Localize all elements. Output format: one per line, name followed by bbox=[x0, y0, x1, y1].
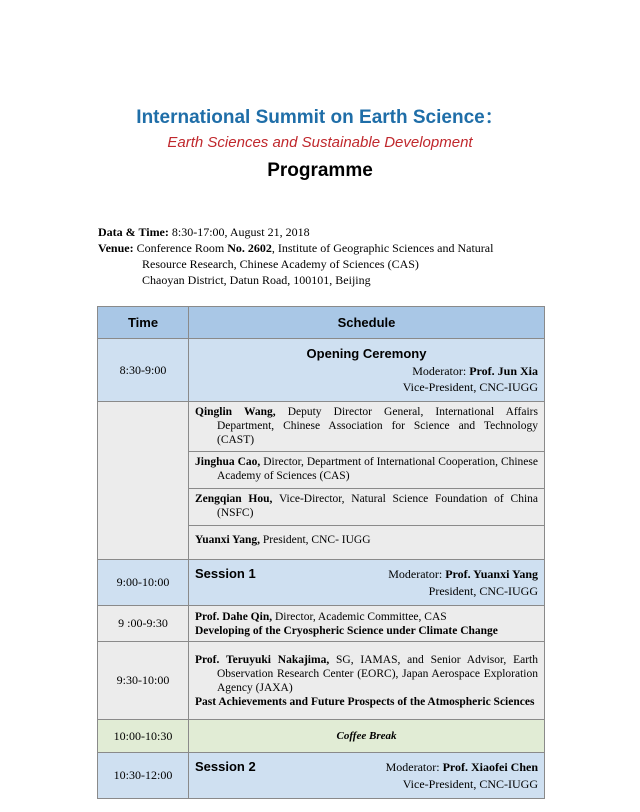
speakers-row bbox=[98, 402, 545, 560]
talk-2-speaker: Prof. Teruyuki Nakajima, bbox=[195, 653, 330, 666]
page-title: International Summit on Earth Science： bbox=[136, 107, 504, 128]
coffee-break-time: 10:00-10:30 bbox=[98, 720, 189, 753]
speaker-item: Yuanxi Yang, President, CNC- IUGG bbox=[195, 534, 371, 546]
talk-1-row bbox=[98, 606, 545, 642]
speaker-item: Zengqian Hou, Vice-Director, Natural Science Foundation of China (NSFC) bbox=[189, 489, 544, 526]
session-2-row bbox=[98, 753, 545, 799]
talk-1-time: 9 :00-9:30 bbox=[98, 606, 189, 642]
opening-cell bbox=[189, 339, 545, 402]
talk-1-speaker: Prof. Dahe Qin, bbox=[195, 610, 273, 623]
session-1-time: 9:00-10:00 bbox=[98, 560, 189, 606]
table-header-row bbox=[98, 307, 545, 339]
coffee-break-row bbox=[98, 720, 545, 753]
opening-moderator-title: Vice-President, CNC-IUGG bbox=[402, 380, 538, 394]
session-2-moderator-name: Prof. Xiaofei Chen bbox=[442, 759, 538, 774]
session-1-moderator: Moderator: Prof. Yuanxi Yang bbox=[388, 566, 538, 581]
speakers-time-cell bbox=[98, 402, 189, 560]
session-1-label: Session 1 bbox=[195, 565, 256, 581]
speaker-item: Jinghua Cao, Director, Department of International Cooperation, Chinese Academy of Sciences (CAS) bbox=[189, 452, 544, 489]
talk-1-cell: Prof. Dahe Qin, Director, Academic Committee, CAS Developing of the Cryospheric Science under Climate Change bbox=[189, 606, 545, 642]
talk-2-time: 9:30-10:00 bbox=[98, 642, 189, 720]
opening-moderator: Moderator: Prof. Jun Xia bbox=[412, 364, 538, 378]
programme-heading: Programme bbox=[267, 160, 373, 181]
session-1-moderator-title: President, CNC-IUGG bbox=[428, 583, 538, 598]
venue-line bbox=[98, 240, 544, 256]
talk-1-topic: Developing of the Cryospheric Science under Climate Change bbox=[195, 624, 498, 637]
talk-2-row bbox=[98, 642, 545, 720]
time-column-header: Time bbox=[98, 307, 189, 339]
session-2-label: Session 2 bbox=[195, 758, 256, 774]
coffee-break-label: Coffee Break bbox=[189, 720, 545, 753]
venue-line-2: Resource Research, Chinese Academy of Sciences (CAS) bbox=[142, 257, 419, 271]
opening-moderator-name: Prof. Jun Xia bbox=[469, 364, 538, 378]
session-1-row bbox=[98, 560, 545, 606]
session-2-time: 10:30-12:00 bbox=[98, 753, 189, 799]
date-label: Data & Time: bbox=[98, 225, 169, 239]
opening-heading: Opening Ceremony bbox=[306, 346, 427, 361]
venue-line-3: Chaoyan District, Datun Road, 100101, Beijing bbox=[142, 273, 371, 287]
opening-row bbox=[98, 339, 545, 402]
session-2-cell bbox=[189, 753, 545, 799]
talk-2-topic: Past Achievements and Future Prospects of the Atmospheric Sciences bbox=[195, 695, 535, 708]
talk-2-cell: Prof. Teruyuki Nakajima, SG, IAMAS, and Senior Advisor, Earth Observation Research Center (EORC), Japan Aerospace Exploration Agency (JAXA) Past Achievements and Future Prospects of the Atmospheric Sciences bbox=[189, 642, 545, 720]
schedule-table bbox=[97, 306, 545, 799]
date-value: 8:30-17:00, August 21, 2018 bbox=[171, 225, 310, 239]
speaker-item: Qinglin Wang, Deputy Director General, International Affairs Department, Chinese Association for Science and Technology (CAST) bbox=[189, 402, 544, 452]
page-subtitle: Earth Sciences and Sustainable Development bbox=[167, 134, 473, 151]
session-1-cell bbox=[189, 560, 545, 606]
venue-room: No. 2602 bbox=[227, 241, 272, 255]
venue-pre: Conference Room bbox=[136, 241, 225, 255]
venue-label: Venue: bbox=[98, 241, 134, 255]
session-1-moderator-name: Prof. Yuanxi Yang bbox=[445, 566, 538, 581]
date-line bbox=[98, 224, 544, 240]
opening-time: 8:30-9:00 bbox=[98, 339, 189, 402]
session-2-moderator-title: Vice-President, CNC-IUGG bbox=[402, 776, 538, 791]
schedule-column-header: Schedule bbox=[189, 307, 545, 339]
speakers-cell bbox=[189, 402, 545, 560]
venue-line1-rest: , Institute of Geographic Sciences and Natural bbox=[271, 241, 494, 255]
session-2-moderator: Moderator: Prof. Xiaofei Chen bbox=[385, 759, 538, 774]
